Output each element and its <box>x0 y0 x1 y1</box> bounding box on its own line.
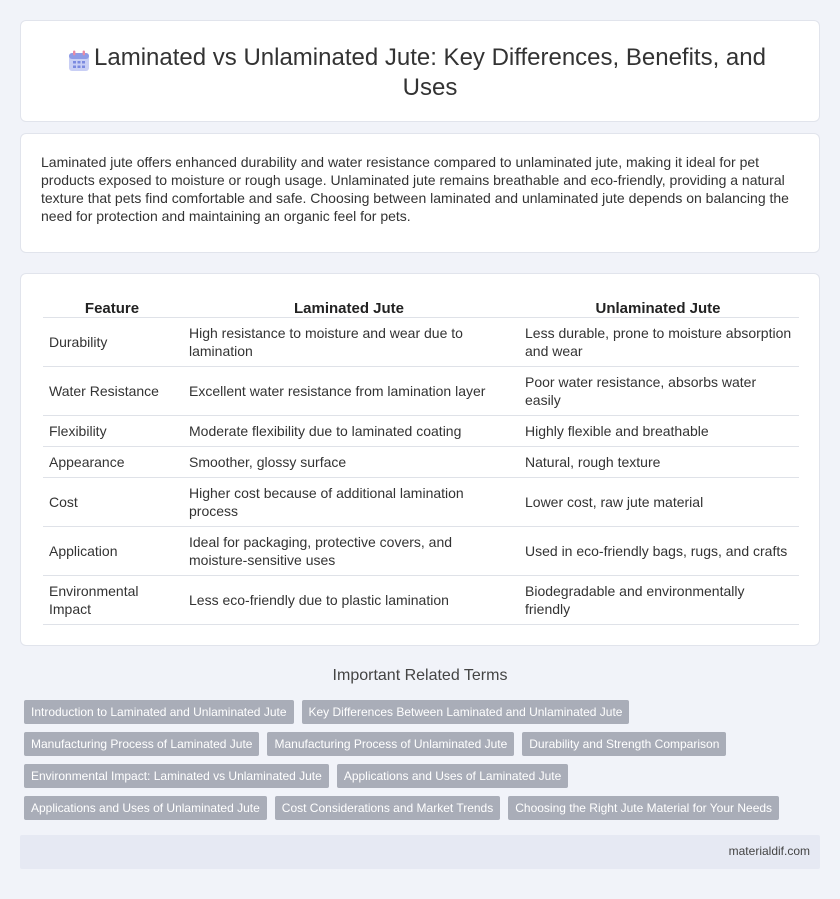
table-header-row <box>43 296 799 318</box>
feature-cell: Flexibility <box>43 416 181 447</box>
comparison-table <box>43 296 799 625</box>
header-feature: Feature <box>43 296 181 318</box>
laminated-cell: High resistance to moisture and wear due to lamination <box>181 318 517 367</box>
header-unlaminated: Unlaminated Jute <box>517 296 799 318</box>
laminated-cell: Ideal for packaging, protective covers, and moisture-sensitive uses <box>181 527 517 576</box>
laminated-cell: Higher cost because of additional lamination process <box>181 478 517 527</box>
related-terms-list <box>24 700 824 828</box>
table-row <box>43 527 799 576</box>
table-row <box>43 576 799 625</box>
unlaminated-cell: Lower cost, raw jute material <box>517 478 799 527</box>
unlaminated-cell: Highly flexible and breathable <box>517 416 799 447</box>
related-terms-title: Important Related Terms <box>332 667 508 684</box>
laminated-cell: Excellent water resistance from lamination layer <box>181 367 517 416</box>
unlaminated-cell: Used in eco-friendly bags, rugs, and crafts <box>517 527 799 576</box>
related-term-tag[interactable]: Applications and Uses of Laminated Jute <box>337 764 568 788</box>
unlaminated-cell: Natural, rough texture <box>517 447 799 478</box>
unlaminated-cell: Poor water resistance, absorbs water easily <box>517 367 799 416</box>
laminated-cell: Moderate flexibility due to laminated coating <box>181 416 517 447</box>
feature-cell: Cost <box>43 478 181 527</box>
intro-card <box>20 133 820 253</box>
related-term-tag[interactable]: Key Differences Between Laminated and Unlaminated Jute <box>302 700 630 724</box>
table-row <box>43 447 799 478</box>
laminated-cell: Less eco-friendly due to plastic lamination <box>181 576 517 625</box>
table-row <box>43 416 799 447</box>
related-term-tag[interactable]: Manufacturing Process of Unlaminated Jute <box>267 732 514 756</box>
feature-cell: Application <box>43 527 181 576</box>
related-term-tag[interactable]: Applications and Uses of Unlaminated Jute <box>24 796 267 820</box>
comparison-table-card <box>20 273 820 646</box>
feature-cell: Water Resistance <box>43 367 181 416</box>
laminated-cell: Smoother, glossy surface <box>181 447 517 478</box>
footer-site-link[interactable]: materialdif.com <box>728 844 810 858</box>
unlaminated-cell: Less durable, prone to moisture absorption and wear <box>517 318 799 367</box>
footer <box>20 835 820 869</box>
title-card <box>20 20 820 122</box>
related-term-tag[interactable]: Environmental Impact: Laminated vs Unlaminated Jute <box>24 764 329 788</box>
feature-cell: Appearance <box>43 447 181 478</box>
header-laminated: Laminated Jute <box>181 296 517 318</box>
related-term-tag[interactable]: Introduction to Laminated and Unlaminated Jute <box>24 700 294 724</box>
intro-paragraph: Laminated jute offers enhanced durability and water resistance compared to unlaminated jute, making it ideal for pet products exposed to moisture or rough usage. Unlaminated jute remains breathable and eco-friendly, providing a natural texture that pets find comfortable and safe. Choosing between laminated and unlaminated jute depends on balancing the need for protection and maintaining an organic feel for pets. <box>41 154 789 224</box>
page-title: Laminated vs Unlaminated Jute: Key Differences, Benefits, and Uses <box>94 44 766 101</box>
feature-cell: Environmental Impact <box>43 576 181 625</box>
unlaminated-cell: Biodegradable and environmentally friendly <box>517 576 799 625</box>
related-term-tag[interactable]: Choosing the Right Jute Material for Your Needs <box>508 796 779 820</box>
table-row <box>43 367 799 416</box>
related-term-tag[interactable]: Manufacturing Process of Laminated Jute <box>24 732 259 756</box>
related-term-tag[interactable]: Durability and Strength Comparison <box>522 732 726 756</box>
table-row <box>43 318 799 367</box>
table-row <box>43 478 799 527</box>
related-term-tag[interactable]: Cost Considerations and Market Trends <box>275 796 500 820</box>
feature-cell: Durability <box>43 318 181 367</box>
